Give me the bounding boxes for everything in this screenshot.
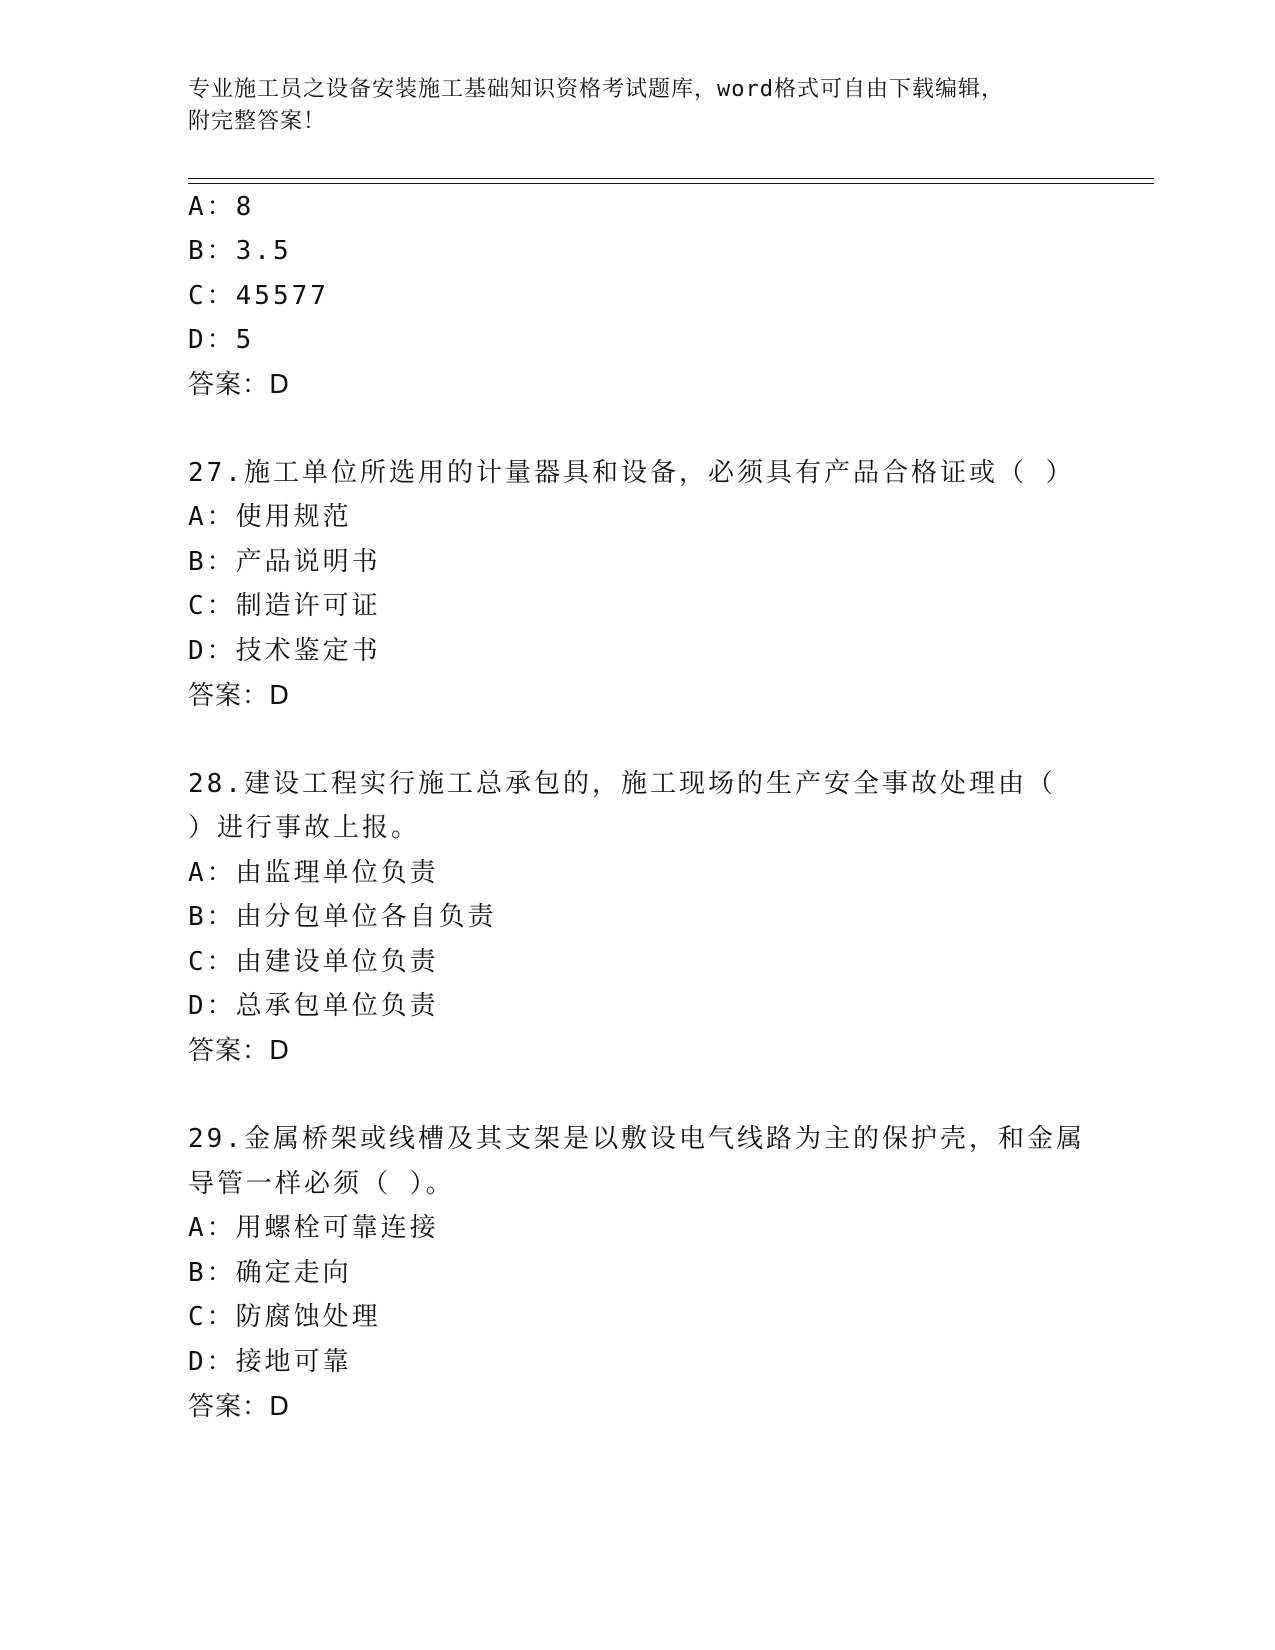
option-c: C：防腐蚀处理: [188, 1302, 381, 1332]
question-stem-line-2: 导管一样必须（ ）。: [188, 1169, 455, 1199]
answer: 答案：D: [188, 1036, 291, 1066]
option-d: D：5: [188, 325, 255, 355]
header-divider-top: [188, 178, 1154, 179]
option-a: A：由监理单位负责: [188, 858, 439, 888]
question-stem-line-1: 29.金属桥架或线槽及其支架是以敷设电气线路为主的保护壳，和金属: [188, 1124, 1085, 1154]
option-c: C：制造许可证: [188, 591, 381, 621]
option-b: B：3.5: [188, 236, 292, 266]
option-c: C：由建设单位负责: [188, 947, 439, 977]
option-b: B：由分包单位各自负责: [188, 902, 497, 932]
option-d: D：技术鉴定书: [188, 636, 381, 666]
question-stem: 27.施工单位所选用的计量器具和设备，必须具有产品合格证或（ ）: [188, 458, 1075, 488]
option-d: D：总承包单位负责: [188, 991, 439, 1021]
option-a: A：8: [188, 192, 255, 222]
header-line-1: 专业施工员之设备安装施工基础知识资格考试题库，word格式可自由下载编辑，: [188, 77, 1004, 102]
header-divider-bottom: [188, 183, 1154, 184]
option-b: B：确定走向: [188, 1258, 352, 1288]
option-d: D：接地可靠: [188, 1347, 352, 1377]
option-a: A：用螺栓可靠连接: [188, 1213, 439, 1243]
question-stem-line-2: ）进行事故上报。: [188, 813, 421, 843]
answer: 答案：D: [188, 1392, 291, 1422]
header-line-2: 附完整答案！: [188, 109, 327, 134]
answer: 答案：D: [188, 681, 291, 711]
question-stem-line-1: 28.建设工程实行施工总承包的，施工现场的生产安全事故处理由（: [188, 769, 1056, 799]
document-header: [188, 74, 1088, 138]
option-a: A：使用规范: [188, 502, 352, 532]
option-c: C：45577: [188, 281, 329, 311]
option-b: B：产品说明书: [188, 547, 381, 577]
answer: 答案：D: [188, 370, 291, 400]
